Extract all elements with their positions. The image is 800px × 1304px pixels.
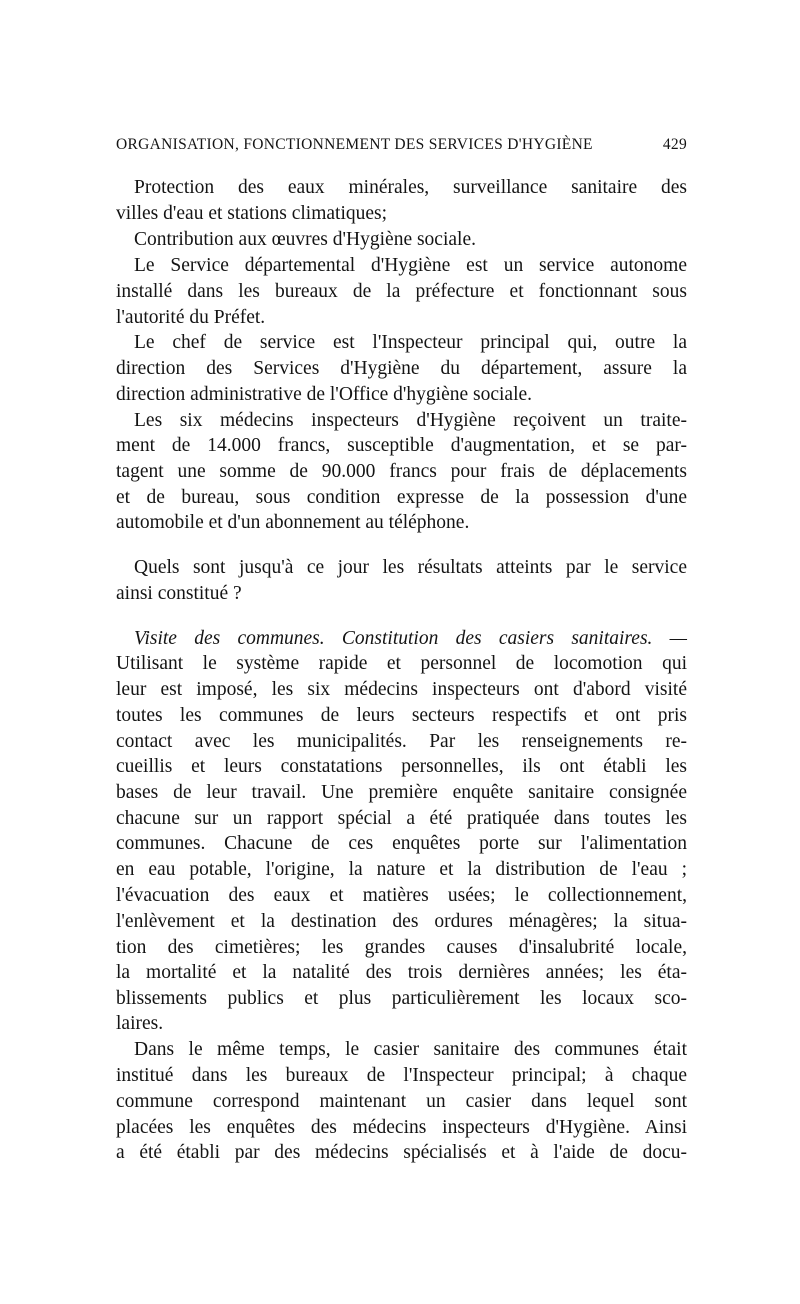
text-line-27: l'évacuation des eaux et matières usées; le collectionnement, (116, 885, 687, 906)
text-line-14: automobile et d'un abonnement au téléphone. (116, 512, 470, 533)
text-line-37: a été établi par des médecins spécialisés et à l'aide de docu- (116, 1142, 687, 1163)
text-line-23: bases de leur travail. Une première enquête sanitaire consignée (116, 782, 687, 803)
running-head-title: ORGANISATION, FONCTIONNEMENT DES SERVICES D'HYGIÈNE (116, 136, 593, 153)
text-line-4: Le Service départemental d'Hygiène est un service autonome (134, 255, 687, 276)
text-line-10: Les six médecins inspecteurs d'Hygiène reçoivent un traite- (134, 410, 687, 431)
text-line-31: blissements publics et plus particulièrement les locaux sco- (116, 988, 687, 1009)
text-line-34: institué dans les bureaux de l'Inspecteur principal; à chaque (116, 1065, 687, 1086)
text-line-7: Le chef de service est l'Inspecteur principal qui, outre la (134, 332, 687, 353)
text-line-12: tagent une somme de 90.000 francs pour frais de déplacements (116, 461, 687, 482)
text-line-28: l'enlèvement et la destination des ordures ménagères; la situa- (116, 911, 687, 932)
text-line-20: toutes les communes de leurs secteurs respectifs et ont pris (116, 705, 687, 726)
text-line-6: l'autorité du Préfet. (116, 307, 266, 328)
text-line-24: chacune sur un rapport spécial a été pratiquée dans toutes les (116, 808, 687, 829)
text-line-18: Utilisant le système rapide et personnel de locomotion qui (116, 653, 687, 674)
running-head (116, 136, 687, 162)
text-line-2: villes d'eau et stations climatiques; (116, 203, 388, 224)
text-line-13: et de bureau, sous condition expresse de la possession d'une (116, 487, 687, 508)
text-line-22: cueillis et leurs constatations personnelles, ils ont établi les (116, 756, 687, 777)
text-line-32: laires. (116, 1013, 164, 1034)
text-line-35: commune correspond maintenant un casier dans lequel sont (116, 1091, 687, 1112)
text-line-16: ainsi constitué ? (116, 583, 242, 604)
text-line-3: Contribution aux œuvres d'Hygiène sociale. (134, 229, 476, 250)
text-line-26: en eau potable, l'origine, la nature et la distribution de l'eau ; (116, 859, 687, 880)
text-line-21: contact avec les municipalités. Par les renseignements re- (116, 731, 687, 752)
text-line-30: la mortalité et la natalité des trois dernières années; les éta- (116, 962, 687, 983)
text-line-19: leur est imposé, les six médecins inspecteurs ont d'abord visité (116, 679, 687, 700)
text-line-9: direction administrative de l'Office d'hygiène sociale. (116, 384, 533, 405)
text-line-11: ment de 14.000 francs, susceptible d'augmentation, et se par- (116, 435, 687, 456)
text-line-8: direction des Services d'Hygiène du département, assure la (116, 358, 687, 379)
text-line-33: Dans le même temps, le casier sanitaire des communes était (134, 1039, 687, 1060)
page-number: 429 (662, 136, 687, 153)
text-line-29: tion des cimetières; les grandes causes d'insalubrité locale, (116, 937, 687, 958)
section-heading: Visite des communes. Constitution des casiers sanitaires. — (134, 628, 687, 649)
text-line-1: Protection des eaux minérales, surveillance sanitaire des (134, 177, 687, 198)
text-line-36: placées les enquêtes des médecins inspecteurs d'Hygiène. Ainsi (116, 1117, 687, 1138)
text-line-5: installé dans les bureaux de la préfecture et fonctionnant sous (116, 281, 687, 302)
text-line-15: Quels sont jusqu'à ce jour les résultats atteints par le service (134, 557, 687, 578)
text-line-25: communes. Chacune de ces enquêtes porte sur l'alimentation (116, 833, 687, 854)
